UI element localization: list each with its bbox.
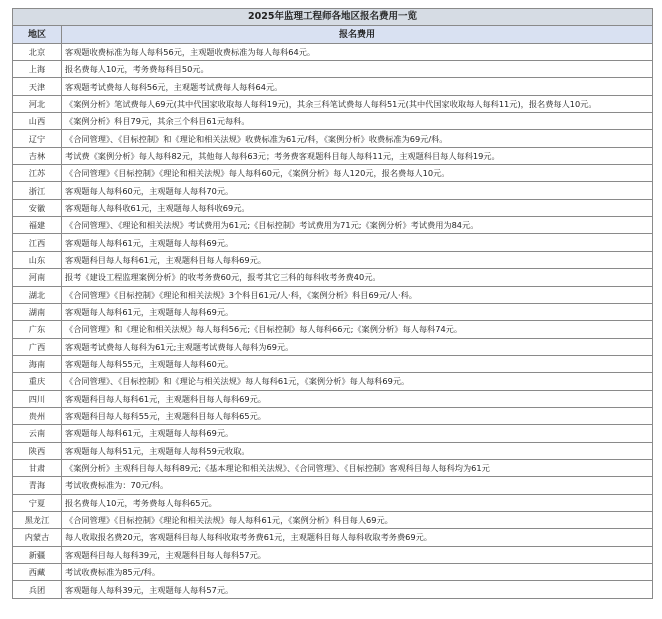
region-cell: 云南 <box>13 425 62 442</box>
region-cell: 福建 <box>13 217 62 234</box>
region-cell: 陕西 <box>13 442 62 459</box>
fee-cell: 《合同管理》《目标控制》《理论和相关法规》每人每科60元，《案例分析》每人120元，报名费每人10元。 <box>62 165 653 182</box>
table-row <box>13 529 653 546</box>
table-row <box>13 78 653 95</box>
region-cell: 北京 <box>13 43 62 60</box>
table-row <box>13 564 653 581</box>
region-cell: 新疆 <box>13 546 62 563</box>
fee-cell: 《合同管理》、《理论和相关法规》考试费用为61元;《目标控制》考试费用为71元;《案例分析》考试费用为84元。 <box>62 217 653 234</box>
table-row <box>13 165 653 182</box>
table-row <box>13 251 653 268</box>
region-cell: 上海 <box>13 61 62 78</box>
region-cell: 山东 <box>13 251 62 268</box>
fee-cell: 客观题每人每科60元，主观题每人每科70元。 <box>62 182 653 199</box>
region-cell: 四川 <box>13 390 62 407</box>
fee-cell: 客观题每人每科61元，主观题每人每科69元。 <box>62 425 653 442</box>
region-cell: 重庆 <box>13 373 62 390</box>
region-cell: 贵州 <box>13 407 62 424</box>
fee-cell: 客观题考试费每人每科为61元;主观题考试费每人每科为69元。 <box>62 338 653 355</box>
region-cell: 湖南 <box>13 303 62 320</box>
region-cell: 广东 <box>13 321 62 338</box>
region-cell: 广西 <box>13 338 62 355</box>
region-cell: 青海 <box>13 477 62 494</box>
table-row <box>13 234 653 251</box>
fee-cell: 《合同管理》、《目标控制》和《理论和相关法规》收费标准为61元/科，《案例分析》收费标准为69元/科。 <box>62 130 653 147</box>
fee-cell: 客观题考试费每人每科56元，主观题考试费每人每科64元。 <box>62 78 653 95</box>
region-cell: 辽宁 <box>13 130 62 147</box>
region-cell: 甘肃 <box>13 459 62 476</box>
region-cell: 江苏 <box>13 165 62 182</box>
region-cell: 江西 <box>13 234 62 251</box>
region-cell: 湖北 <box>13 286 62 303</box>
table-row <box>13 390 653 407</box>
table-row <box>13 338 653 355</box>
region-cell: 西藏 <box>13 564 62 581</box>
table-row <box>13 477 653 494</box>
table-row <box>13 373 653 390</box>
table-row <box>13 303 653 320</box>
table-row <box>13 355 653 372</box>
table-row <box>13 407 653 424</box>
fee-cell: 《案例分析》笔试费每人69元(其中代国家收取每人每科19元)，其余三科笔试费每人每科51元(其中代国家收取每人每科11元)，报名费每人10元。 <box>62 95 653 112</box>
fee-cell: 《合同管理》《目标控制》《理论和相关法规》每人每科61元，《案例分析》科目每人69元。 <box>62 511 653 528</box>
fee-table <box>12 8 653 599</box>
table-row <box>13 43 653 60</box>
fee-cell: 《合同管理》和《理论和相关法规》每人每科56元;《目标控制》每人每科66元;《案例分析》每人每科74元。 <box>62 321 653 338</box>
header-fee: 报名费用 <box>62 26 653 43</box>
table-row <box>13 95 653 112</box>
fee-cell: 客观题每人每科39元，主观题每人每科57元。 <box>62 581 653 598</box>
region-cell: 黑龙江 <box>13 511 62 528</box>
table-row <box>13 425 653 442</box>
region-cell: 兵团 <box>13 581 62 598</box>
fee-cell: 客观题科目每人每科55元，主观题科目每人每科65元。 <box>62 407 653 424</box>
table-row <box>13 147 653 164</box>
region-cell: 河南 <box>13 269 62 286</box>
fee-cell: 《合同管理》《目标控制》《理论和相关法规》3个科目61元/人·科，《案例分析》科目69元/人·科。 <box>62 286 653 303</box>
fee-cell: 客观题每人每科61元，主观题每人每科69元。 <box>62 303 653 320</box>
table-row <box>13 61 653 78</box>
region-cell: 内蒙古 <box>13 529 62 546</box>
fee-cell: 每人收取报名费20元，客观题科目每人每科收取考务费61元，主观题科目每人每科收取考务费69元。 <box>62 529 653 546</box>
fee-cell: 客观题每人每科51元，主观题每人每科59元收取。 <box>62 442 653 459</box>
table-row <box>13 217 653 234</box>
header-region: 地区 <box>13 26 62 43</box>
region-cell: 山西 <box>13 113 62 130</box>
fee-cell: 客观题每人每科55元，主观题每人每科60元。 <box>62 355 653 372</box>
fee-cell: 报名费每人10元，考务费每人每科65元。 <box>62 494 653 511</box>
region-cell: 天津 <box>13 78 62 95</box>
fee-cell: 客观题科目每人每科61元，主观题科目每人每科69元。 <box>62 390 653 407</box>
fee-cell: 报名费每人10元，考务费每科目50元。 <box>62 61 653 78</box>
table-row <box>13 494 653 511</box>
region-cell: 宁夏 <box>13 494 62 511</box>
table-row <box>13 130 653 147</box>
table-row <box>13 321 653 338</box>
fee-cell: 《案例分析》主观科目每人每科89元;《基本理论和相关法规》、《合同管理》、《目标控制》客观科目每人每科均为61元 <box>62 459 653 476</box>
region-cell: 安徽 <box>13 199 62 216</box>
table-row <box>13 199 653 216</box>
table-row <box>13 269 653 286</box>
fee-cell: 考试收费标准为：70元/科。 <box>62 477 653 494</box>
fee-cell: 《案例分析》科目79元，其余三个科目61元每科。 <box>62 113 653 130</box>
table-row <box>13 511 653 528</box>
table-row <box>13 182 653 199</box>
region-cell: 海南 <box>13 355 62 372</box>
table-row <box>13 286 653 303</box>
table-row <box>13 546 653 563</box>
fee-cell: 客观题科目每人每科61元，主观题科目每人每科69元。 <box>62 251 653 268</box>
table-row <box>13 581 653 598</box>
table-row <box>13 459 653 476</box>
fee-cell: 客观题每人每科收61元，主观题每人每科收69元。 <box>62 199 653 216</box>
region-cell: 河北 <box>13 95 62 112</box>
table-row <box>13 113 653 130</box>
header-row <box>13 26 653 43</box>
fee-cell: 报考《建设工程监理案例分析》的收考务费60元，报考其它三科的每科收考务费40元。 <box>62 269 653 286</box>
fee-cell: 客观题每人每科61元，主观题每人每科69元。 <box>62 234 653 251</box>
fee-cell: 《合同管理》、《目标控制》和《理论与相关法规》每人每科61元，《案例分析》每人每科69元。 <box>62 373 653 390</box>
region-cell: 浙江 <box>13 182 62 199</box>
fee-cell: 考试费《案例分析》每人每科82元，其他每人每科63元；考务费客观题科目每人每科11元，主观题科目每人每科19元。 <box>62 147 653 164</box>
fee-cell: 客观题科目每人每科39元，主观题科目每人每科57元。 <box>62 546 653 563</box>
fee-cell: 客观题收费标准为每人每科56元，主观题收费标准为每人每科64元。 <box>62 43 653 60</box>
fee-cell: 考试收费标准为85元/科。 <box>62 564 653 581</box>
table-title: 2025年监理工程师各地区报名费用一览 <box>13 9 653 26</box>
table-row <box>13 442 653 459</box>
region-cell: 吉林 <box>13 147 62 164</box>
title-row <box>13 9 653 26</box>
